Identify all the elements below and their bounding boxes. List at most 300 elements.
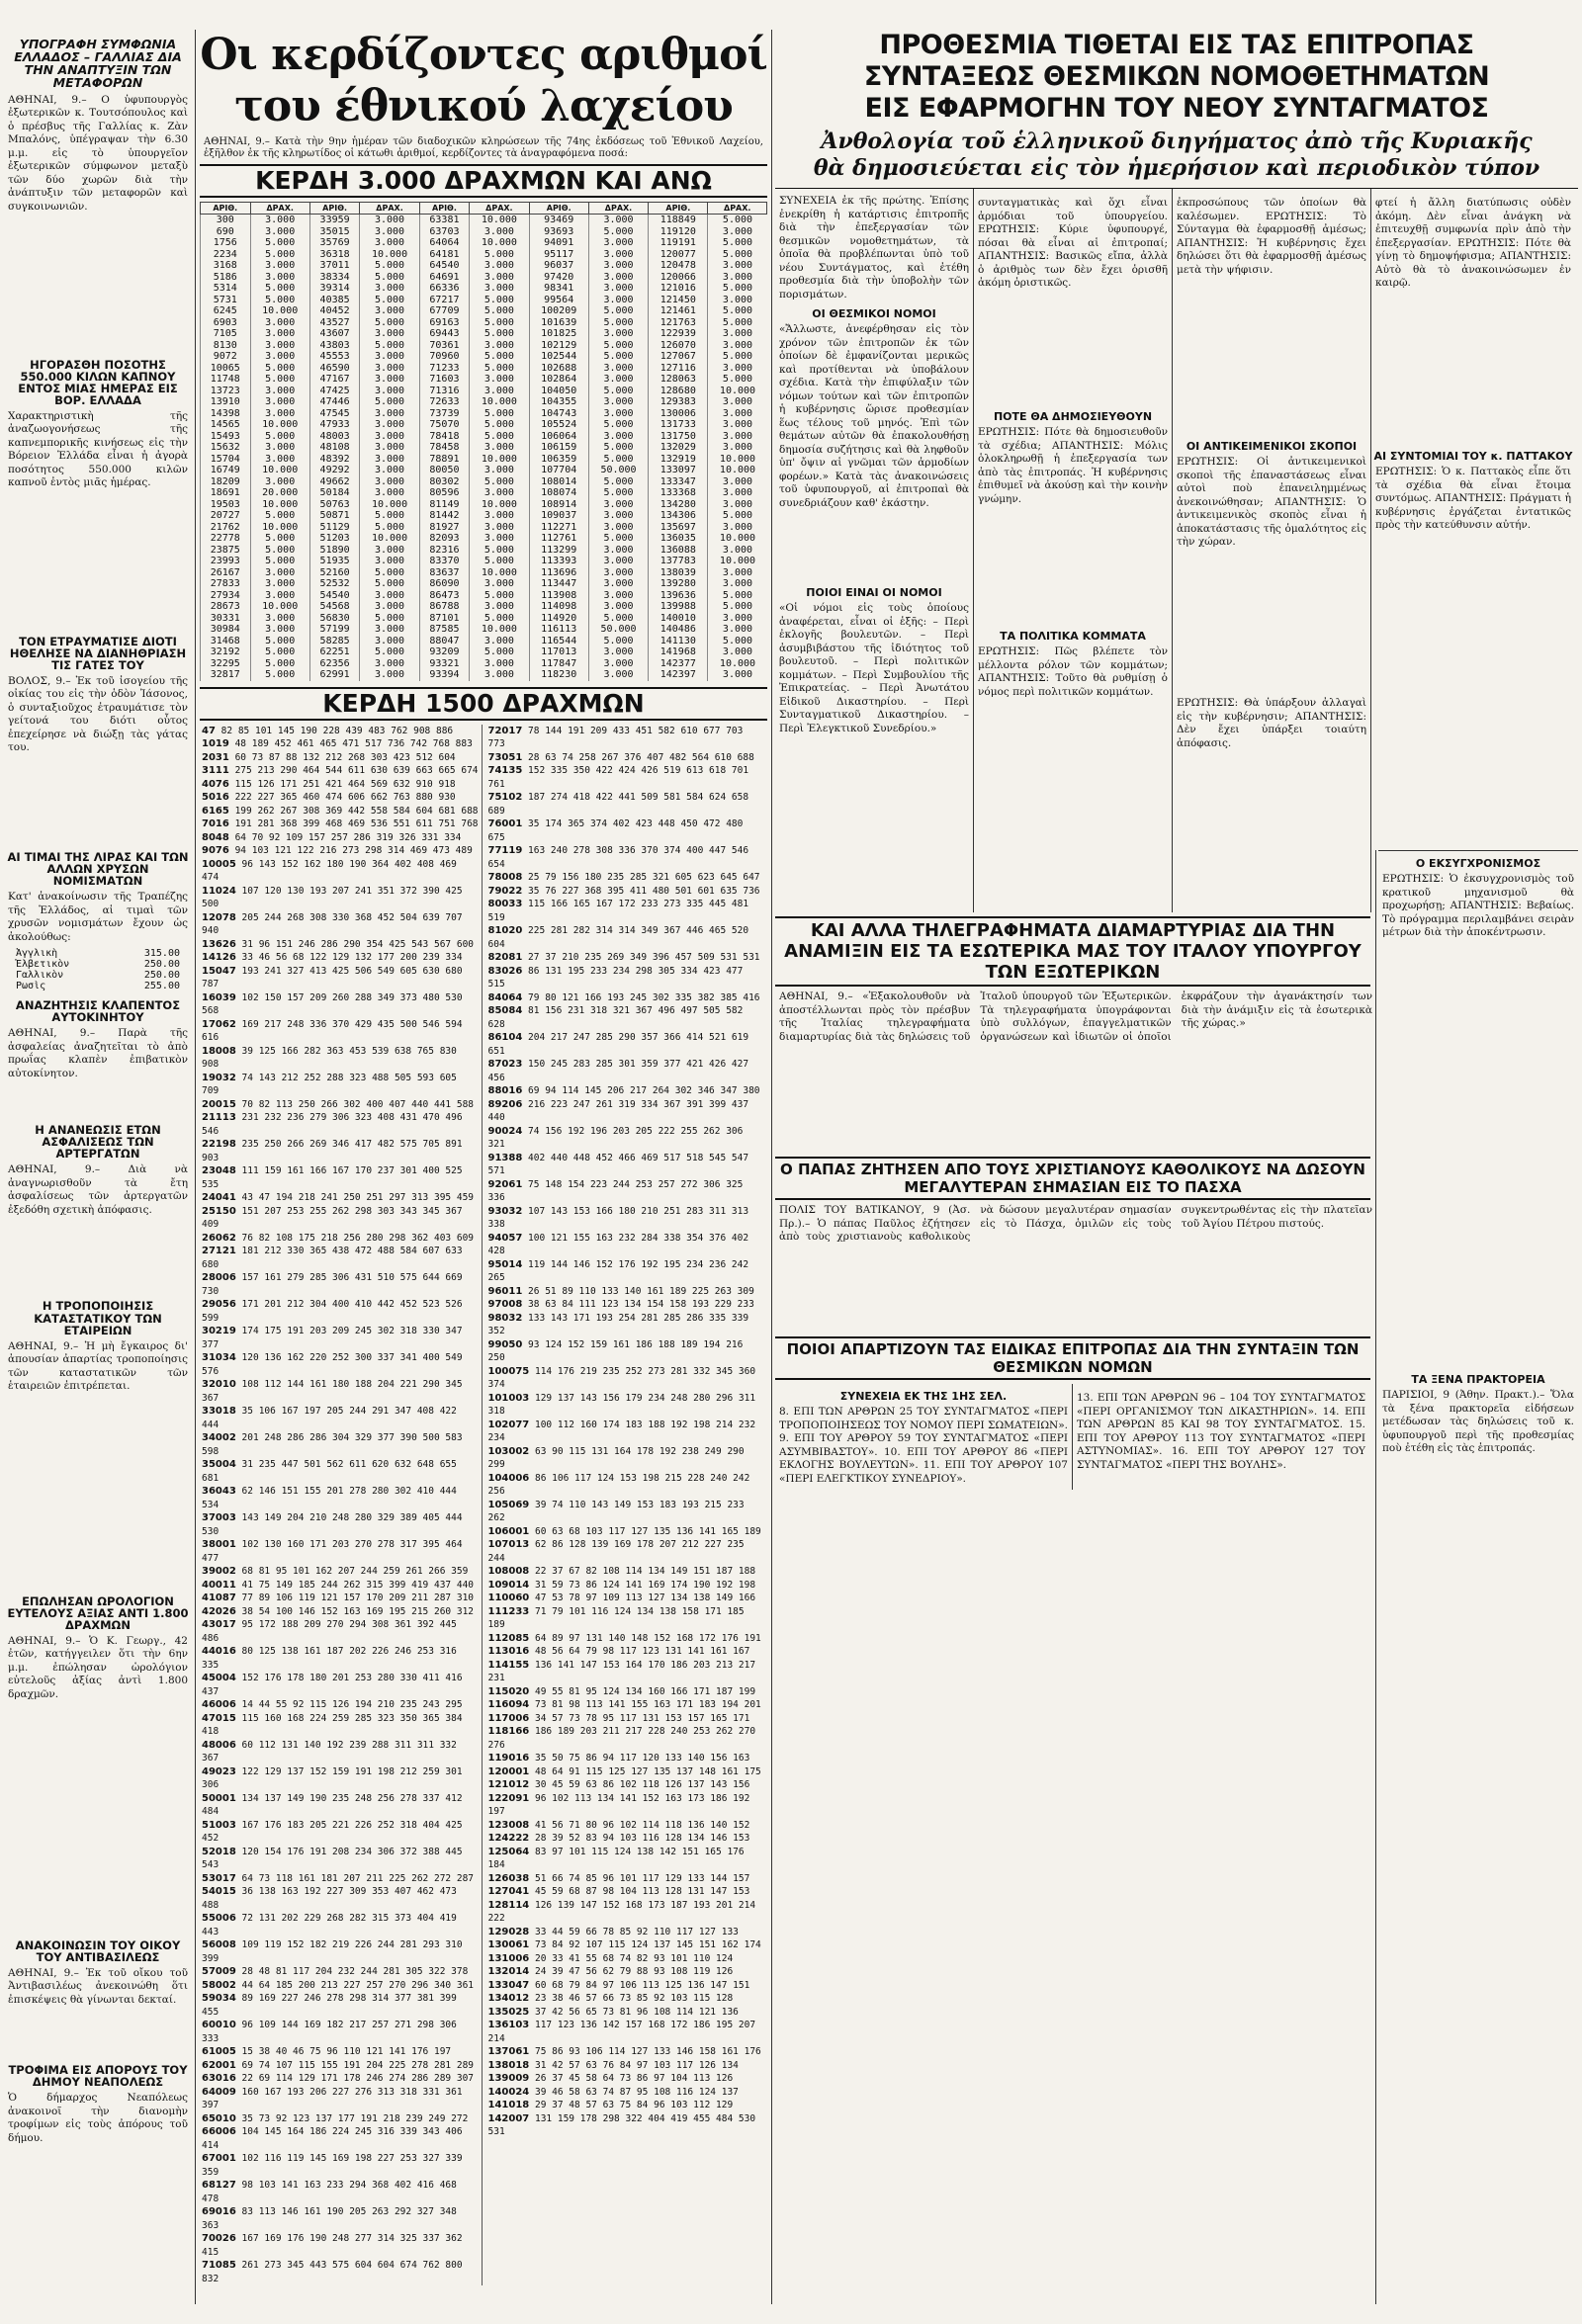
subheadline-line2: θὰ δημοσιεύεται εἰς τὸν ἡμερήσιον καὶ περιοδικὸν τύπον (813, 155, 1540, 181)
prize-amount: 5.000 (470, 363, 529, 375)
winning-endings: 69 94 114 145 206 217 264 302 346 347 380 (528, 1085, 760, 1096)
prize-list-item (202, 1191, 480, 1205)
prize-list-item (488, 1926, 766, 1939)
prize-list-item (202, 1885, 480, 1912)
winning-endings: 120 136 162 220 252 300 337 341 400 549 576 (202, 1352, 463, 1377)
lottery-row (201, 305, 767, 317)
winning-endings: 77 89 106 119 121 157 170 209 211 287 310 (241, 1592, 475, 1603)
ticket-number: 6903 (201, 317, 251, 329)
winning-endings: 93 124 152 159 161 186 188 189 194 216 250 (487, 1338, 744, 1363)
prize-amount: 5.000 (588, 226, 648, 238)
prize-list-item (202, 1458, 480, 1485)
ticket-number: 78458 (419, 442, 470, 454)
series-number: 18008 (202, 1045, 236, 1057)
ticket-number: 81927 (419, 522, 470, 534)
ticket-number: 134280 (649, 499, 708, 511)
prize-list-item (202, 1645, 480, 1672)
series-number: 58002 (202, 1979, 236, 1991)
story-text: ΠΑΡΙΣΙΟΙ, 9 (Ἀθην. Πρακτ.).– Ὅλα τὰ ξένα πρακτορεῖα εἰδήσεων μετέδωσαν τὰς δηλώσεις τοῦ κ. ὑφυπουργοῦ περὶ τῆς προθεσμίας ποὺ ἐτέθη εἰς τὰς ἐπιτροπάς. (1382, 1389, 1578, 1454)
prize-amount: 3.000 (250, 454, 309, 466)
lottery-row (201, 215, 767, 226)
ticket-number: 102864 (529, 374, 588, 386)
ticket-number: 87585 (419, 624, 470, 636)
prize-list-item (488, 1098, 766, 1125)
winning-endings: 114 176 219 235 252 273 281 332 345 360 374 (487, 1365, 756, 1390)
prize-list-item (202, 1538, 480, 1565)
prize-amount: 3.000 (588, 590, 648, 602)
series-number: 127041 (487, 1886, 530, 1897)
ticket-number: 142397 (649, 669, 708, 681)
ticket-number: 80050 (419, 465, 470, 476)
prize-amount: 5.000 (250, 237, 309, 249)
series-number: 87023 (487, 1059, 523, 1070)
series-number: 25150 (202, 1205, 236, 1217)
prize-list-item (488, 885, 766, 899)
prize-amount: 3.000 (360, 601, 419, 613)
prize-amount: 5.000 (708, 601, 767, 613)
story-col-4 (1371, 189, 1575, 912)
winning-endings: 33 44 59 66 78 85 92 110 117 127 133 (534, 1926, 739, 1937)
prize-amount: 3.000 (470, 340, 529, 352)
winning-endings: 83 97 101 115 124 138 142 151 165 176 184 (487, 1846, 745, 1870)
series-number: 116094 (487, 1699, 530, 1710)
series-number: 113016 (487, 1646, 530, 1657)
ticket-number: 67709 (419, 305, 470, 317)
winning-endings: 73 81 98 113 141 155 163 171 183 194 201 (534, 1699, 761, 1710)
ticket-number: 113299 (529, 545, 588, 557)
column-rule (195, 30, 196, 2304)
ticket-number: 113447 (529, 578, 588, 590)
ticket-number: 122939 (649, 328, 708, 340)
ticket-number: 86473 (419, 590, 470, 602)
pope-headline: Ο ΠΑΠΑΣ ΖΗΤΗΣΕΝ ΑΠΟ ΤΟΥΣ ΧΡΙΣΤΙΑΝΟΥΣ ΚΑΘΟΛΙΚΟΥΣ ΝΑ ΔΩΣΟΥΝ ΜΕΓΑΛΥΤΕΡΑΝ ΣΗΜΑΣΙΑΝ ΕΙΣ ΤΟ ΠΑΣΧΑ (775, 1157, 1370, 1200)
subheadline-line1: Ἀνθολογία τοῦ ἑλληνικοῦ διηγήματος ἀπὸ τῆς Κυριακῆς (821, 129, 1533, 154)
winning-endings: 35 174 365 374 402 423 448 450 472 480 675 (487, 818, 744, 843)
prize-list-item (202, 2019, 480, 2045)
prize-amount: 3.000 (708, 522, 767, 534)
story-col-3 (1173, 189, 1370, 912)
winning-endings: 60 112 131 140 192 239 288 311 311 332 367 (202, 1739, 457, 1764)
col-header-number: ΑΡΙΘ. (309, 203, 360, 215)
prize-list-item (488, 1725, 766, 1752)
lottery-row (201, 260, 767, 272)
ticket-number: 133368 (649, 487, 708, 499)
col-header-amount: ΔΡΑΧ. (360, 203, 419, 215)
series-number: 55006 (202, 1913, 236, 1924)
prize-list-item (488, 1698, 766, 1712)
winning-endings: 100 121 155 163 232 284 338 354 376 402 428 (487, 1232, 749, 1256)
winning-endings: 14 44 55 92 115 126 194 210 235 243 295 (241, 1699, 463, 1710)
prize-list-item (488, 2086, 766, 2100)
prize-amount: 5.000 (470, 419, 529, 431)
winning-endings: 27 37 210 235 269 349 396 457 509 531 531 (528, 952, 760, 963)
series-number: 121012 (487, 1779, 530, 1790)
prize-list-item (202, 1992, 480, 2019)
prize-amount: 5.000 (360, 317, 419, 329)
series-number: 30219 (202, 1326, 236, 1336)
winning-endings: 107 120 130 193 207 241 351 372 390 425 500 (202, 885, 463, 909)
ticket-number: 51203 (309, 533, 360, 545)
prize-amount: 3.000 (360, 237, 419, 249)
winning-endings: 15 38 40 46 75 96 110 121 141 176 197 (241, 2046, 452, 2057)
ticket-number: 20727 (201, 510, 251, 522)
prize-amount: 3.000 (360, 374, 419, 386)
prize-amount: 3.000 (708, 567, 767, 579)
committees-col-2 (1073, 1384, 1369, 1490)
prize-amount: 3.000 (470, 658, 529, 670)
prize-list-item (202, 2179, 480, 2205)
prize-list-item (488, 1632, 766, 1646)
prize-list-item (202, 1325, 480, 1351)
series-number: 132014 (487, 1966, 530, 1977)
winning-endings: 44 64 185 200 213 227 257 270 296 340 361 (241, 1979, 475, 1991)
prize-amount: 3.000 (708, 295, 767, 306)
ticket-number: 81149 (419, 499, 470, 511)
prize-amount: 5.000 (360, 340, 419, 352)
winning-endings: 157 161 279 285 306 431 510 575 644 669 730 (202, 1272, 463, 1297)
headline-tobacco: ΗΓΟΡΑΣΘΗ ΠΟΣΟΤΗΣ 550.000 ΚΙΛΩΝ ΚΑΠΝΟΥ ΕΝΤΟΣ ΜΙΑΣ ΗΜΕΡΑΣ ΕΙΣ ΒΟΡ. ΕΛΛΑΔΑ (18, 357, 178, 407)
series-number: 3111 (202, 765, 229, 776)
series-number: 94057 (487, 1232, 523, 1244)
prize-list-item (202, 1698, 480, 1712)
prize-list-item (202, 1351, 480, 1378)
winning-endings: 39 125 166 282 363 453 539 638 765 830 908 (202, 1045, 457, 1070)
prize-list-item (488, 725, 766, 751)
ticket-number: 73739 (419, 408, 470, 420)
lottery-row (201, 340, 767, 352)
prize-list-item (202, 1792, 480, 1819)
prize-amount: 5.000 (588, 442, 648, 454)
series-number: 90024 (487, 1125, 523, 1137)
winning-endings: 134 137 149 190 235 248 256 278 337 412 484 (202, 1792, 463, 1817)
prize-amount: 3.000 (708, 340, 767, 352)
prize-amount: 3.000 (360, 556, 419, 567)
coin-price: 250.00 (143, 970, 180, 982)
col-header-number: ΑΡΙΘ. (529, 203, 588, 215)
series-number: 48006 (202, 1739, 236, 1751)
prize-list-left (202, 725, 480, 2286)
ticket-number: 69163 (419, 317, 470, 329)
prize-list-item (488, 991, 766, 1005)
prize-list-item (488, 1084, 766, 1098)
ticket-number: 104355 (529, 396, 588, 408)
ticket-number: 27934 (201, 590, 251, 602)
ticket-number: 30331 (201, 613, 251, 625)
prize-list-item (202, 1605, 480, 1619)
section-heading: ΣΥΝΕΧΕΙΑ ΕΚ ΤΗΣ 1ΗΣ ΣΕΛ. (839, 1390, 1008, 1403)
headline-watch: ΕΠΩΛΗΣΑΝ ΩΡΟΛΟΓΙΟΝ ΕΥΤΕΛΟΥΣ ΑΞΙΑΣ ΑΝΤΙ 1.800 ΔΡΑΧΜΩΝ (7, 1593, 189, 1632)
ticket-number: 5186 (201, 272, 251, 284)
coin-name: Γαλλικὸν (16, 970, 64, 982)
prize-amount: 3.000 (708, 545, 767, 557)
ticket-number: 116113 (529, 624, 588, 636)
winning-endings: 68 81 95 101 162 207 244 259 261 266 359 (241, 1566, 469, 1577)
prize-amount: 3.000 (470, 283, 529, 295)
ticket-number: 22778 (201, 533, 251, 545)
ticket-number: 1756 (201, 237, 251, 249)
ticket-number: 121450 (649, 295, 708, 306)
prize-list-item (488, 1819, 766, 1833)
column-rule (771, 30, 772, 2304)
winning-endings: 225 281 282 314 314 349 367 446 465 520 604 (487, 925, 749, 950)
series-number: 122091 (487, 1792, 530, 1804)
ticket-number: 119120 (649, 226, 708, 238)
prize-amount: 3.000 (470, 669, 529, 681)
winning-endings: 216 223 247 261 319 334 367 391 399 437 440 (487, 1098, 749, 1123)
winning-endings: 104 145 164 186 224 245 316 339 343 406 414 (202, 2126, 463, 2151)
series-number: 13626 (202, 938, 236, 950)
winning-endings: 63 90 115 131 164 178 192 238 249 290 299 (487, 1445, 745, 1470)
series-number: 110060 (487, 1592, 530, 1603)
ticket-number: 58285 (309, 636, 360, 647)
prize-amount: 10.000 (470, 215, 529, 226)
lottery-row (201, 636, 767, 647)
series-number: 56008 (202, 1939, 236, 1950)
winning-endings: 74 143 212 252 288 323 488 505 593 605 709 (202, 1072, 457, 1096)
prize-amount: 10.000 (250, 522, 309, 534)
ticket-number: 127067 (649, 351, 708, 363)
winning-endings: 102 116 119 145 169 198 227 253 327 339 359 (202, 2153, 463, 2178)
prize-amount: 5.000 (708, 510, 767, 522)
prize-amount: 5.000 (250, 636, 309, 647)
ticket-number: 2234 (201, 249, 251, 261)
section-heading: ΟΙ ΑΝΤΙΚΕΙΜΕΝΙΚΟΙ ΣΚΟΠΟΙ (1186, 440, 1358, 453)
prize-list-item (202, 885, 480, 911)
prize-list-item (488, 844, 766, 871)
prize-amount: 3.000 (360, 465, 419, 476)
lottery-row (201, 487, 767, 499)
prize-amount: 3.000 (250, 442, 309, 454)
series-number: 83026 (487, 965, 523, 977)
prize-amount: 5.000 (708, 590, 767, 602)
ticket-number: 120066 (649, 272, 708, 284)
ticket-number: 106359 (529, 454, 588, 466)
series-number: 102077 (487, 1419, 530, 1430)
prize-list-item (202, 725, 480, 738)
ticket-number: 93693 (529, 226, 588, 238)
prize-amount: 10.000 (360, 499, 419, 511)
ticket-number: 140486 (649, 624, 708, 636)
ticket-number: 18209 (201, 476, 251, 488)
ticket-number: 98341 (529, 283, 588, 295)
series-number: 88016 (487, 1085, 523, 1096)
series-number: 139009 (487, 2073, 530, 2084)
prize-amount: 5.000 (588, 317, 648, 329)
lottery-row (201, 226, 767, 238)
ticket-number: 5731 (201, 295, 251, 306)
series-number: 129028 (487, 1926, 530, 1937)
series-number: 67001 (202, 2153, 236, 2164)
prize-amount: 3.000 (360, 386, 419, 397)
prize-list-item (202, 791, 480, 805)
gold-row (16, 981, 180, 991)
ticket-number: 102544 (529, 351, 588, 363)
series-number: 120001 (487, 1765, 530, 1777)
series-number: 62001 (202, 2059, 236, 2071)
story-columns (775, 189, 1578, 912)
committees-col-1 (775, 1384, 1072, 1490)
col-header-number: ΑΡΙΘ. (419, 203, 470, 215)
prize-amount: 5.000 (470, 613, 529, 625)
prize-amount: 3.000 (708, 260, 767, 272)
lottery-row (201, 408, 767, 420)
series-number: 26062 (202, 1232, 236, 1244)
prize-amount: 3.000 (588, 260, 648, 272)
series-number: 17062 (202, 1018, 236, 1030)
lottery-table-body (201, 215, 767, 681)
series-number: 80033 (487, 899, 523, 909)
ticket-number: 96037 (529, 260, 588, 272)
lottery-row (201, 431, 767, 443)
winning-endings: 235 250 266 269 346 417 482 575 705 891 903 (202, 1139, 463, 1163)
series-number: 69016 (202, 2206, 236, 2217)
series-number: 92061 (487, 1178, 523, 1190)
prize-amount: 3.000 (250, 215, 309, 226)
prize-amount: 5.000 (470, 556, 529, 567)
prize-list-item (488, 2045, 766, 2059)
prize-amount: 3.000 (250, 340, 309, 352)
prize-amount: 3.000 (588, 363, 648, 375)
ticket-number: 15704 (201, 454, 251, 466)
prize-list-item (202, 1979, 480, 1993)
prize-list-item (488, 1832, 766, 1846)
series-number: 103002 (487, 1445, 530, 1457)
prize-list-item (488, 1965, 766, 1979)
winning-endings: 35 106 167 197 205 244 291 347 408 422 444 (202, 1406, 457, 1430)
series-number: 108008 (487, 1566, 530, 1577)
prize-amount: 3.000 (588, 545, 648, 557)
ticket-number: 108014 (529, 476, 588, 488)
story-text: 8. ΕΠΙ ΤΩΝ ΑΡΘΡΩΝ 25 ΤΟΥ ΣΥΝΤΑΓΜΑΤΟΣ «ΠΕΡΙ ΤΡΟΠΟΠΟΙΗΣΕΩΣ ΤΟΥ ΝΟΜΟΥ ΠΕΡΙ ΣΩΜΑΤΕΙΩΝ». 9. ΕΠΙ ΤΟΥ ΑΡΘΡΟΥ 59 ΤΟΥ ΣΥΝΤΑΓΜΑΤΟΣ «ΠΕΡΙ ΑΣΥΜΒΙΒΑΣΤΟΥ». 10. ΕΠΙ ΤΟΥ ΑΡΘΡΟΥ 86 «ΠΕΡΙ ΕΚΛΟΓΗΣ ΒΟΥΛΕΥΤΩΝ». 11. ΕΠΙ ΤΟΥ ΑΡΘΡΟΥ 107 «ΠΕΡΙ ΕΛΕΓΚΤΙΚΟΥ ΣΥΝΕΔΡΙΟΥ». (779, 1406, 1072, 1485)
ticket-number: 8130 (201, 340, 251, 352)
prize-amount: 5.000 (250, 295, 309, 306)
prize-amount: 3.000 (708, 624, 767, 636)
lottery-row (201, 419, 767, 431)
prize-list-item (488, 1312, 766, 1338)
prize-amount: 3.000 (360, 283, 419, 295)
prize-list-item (488, 951, 766, 965)
winning-endings: 204 217 247 285 290 357 366 414 521 619 651 (487, 1032, 749, 1057)
prize-list-item (202, 1045, 480, 1072)
winning-endings: 122 129 137 152 159 191 198 212 259 301 306 (202, 1765, 463, 1790)
prize-amount: 3.000 (470, 272, 529, 284)
winning-endings: 41 75 149 185 244 262 315 399 419 437 440 (241, 1579, 475, 1591)
prize-list-item (488, 1992, 766, 2006)
lottery-banner: Οι κερδίζοντες αριθμοί του έθνικού λαχείου (200, 30, 767, 131)
series-number: 81020 (487, 925, 523, 936)
prize-amount: 5.000 (708, 249, 767, 261)
winning-endings: 30 45 59 63 86 102 118 126 137 143 156 (534, 1779, 750, 1790)
ticket-number: 78891 (419, 454, 470, 466)
prize-amount: 3.000 (588, 522, 648, 534)
prize-list-item (202, 737, 480, 751)
series-number: 93032 (487, 1205, 523, 1217)
ticket-number: 13723 (201, 386, 251, 397)
prize-amount: 50.000 (588, 624, 648, 636)
winning-endings: 36 138 163 192 227 309 353 407 462 473 488 (202, 1886, 457, 1911)
ticket-number: 63381 (419, 215, 470, 226)
prize-amount: 3.000 (250, 226, 309, 238)
prize-list-item (202, 1298, 480, 1325)
prize-list-item (488, 1419, 766, 1445)
prize-amount: 10.000 (708, 386, 767, 397)
winning-endings: 82 85 101 145 190 228 439 483 762 908 886 (220, 725, 454, 736)
ticket-number: 139280 (649, 578, 708, 590)
ticket-number: 43607 (309, 328, 360, 340)
ticket-number: 113393 (529, 556, 588, 567)
ticket-number: 54540 (309, 590, 360, 602)
series-number: 117006 (487, 1712, 530, 1724)
winning-endings: 126 139 147 152 168 173 187 193 201 214 222 (487, 1899, 756, 1924)
prize-amount: 3.000 (360, 408, 419, 420)
section-heading: ΤΑ ΠΟΛΙΤΙΚΑ ΚΟΜΜΑΤΑ (1000, 630, 1146, 643)
series-number: 95014 (487, 1258, 523, 1270)
story-text: συνταγματικὰς καὶ ὅχι εἶναι ἀρμόδιαι τοῦ ὑπουργείου. ΕΡΩΤΗΣΙΣ: Κύριε ὑφυπουργέ, πόσαι θὰ εἶναι αἱ ἐπιτροπαί; ΑΠΑΝΤΗΣΙΣ: Βασικῶς εἴπα, ἀλλὰ ὁ ἀριθμὸς των δὲν ἔχει ὁρισθῆ ἀκόμη ὁριστικῶς. (978, 197, 1172, 289)
prize-list-item (202, 1592, 480, 1605)
winning-endings: 89 169 227 246 278 298 314 377 381 399 455 (202, 1993, 457, 2018)
series-number: 115020 (487, 1685, 530, 1697)
prize-amount: 10.000 (708, 556, 767, 567)
prize-amount: 3.000 (360, 442, 419, 454)
prize-amount: 5.000 (470, 295, 529, 306)
prize-list-item (488, 965, 766, 991)
prize-amount: 3.000 (470, 226, 529, 238)
prize-amount: 3.000 (360, 658, 419, 670)
prize-amount: 3.000 (588, 374, 648, 386)
ticket-number: 142377 (649, 658, 708, 670)
coin-name: Ἑλβετικὸν (16, 959, 70, 971)
ticket-number: 104743 (529, 408, 588, 420)
winning-endings: 181 212 330 365 438 472 488 584 607 633 680 (202, 1246, 463, 1270)
winning-endings: 98 103 141 163 233 294 368 402 416 468 478 (202, 2180, 457, 2204)
ticket-number: 46590 (309, 363, 360, 375)
prize-amount: 10.000 (250, 499, 309, 511)
prize-amount: 3.000 (708, 578, 767, 590)
prize-amount: 5.000 (250, 431, 309, 443)
winning-endings: 35 73 92 123 137 177 191 218 239 249 272 (241, 2112, 469, 2124)
series-number: 106001 (487, 1525, 530, 1537)
lottery-row (201, 476, 767, 488)
ticket-number: 83637 (419, 567, 470, 579)
article-text: Χαρακτηριστικὴ τῆς ἀναζωογονήσεως τῆς καπνεμπορικῆς κινήσεως εἰς τὴν Βόρειον Ἑλλάδα εἶναι ἡ ἀγορὰ ποσότητος 550.000 κιλῶν καπνοῦ ἐντὸς μιᾶς ἡμέρας. (8, 409, 192, 489)
lottery-row (201, 454, 767, 466)
series-number: 1019 (202, 738, 229, 749)
left-column (4, 30, 192, 2304)
ticket-number: 43527 (309, 317, 360, 329)
prize-amount: 3.000 (708, 431, 767, 443)
winning-endings: 35 50 75 86 94 117 120 133 140 156 163 (534, 1753, 750, 1764)
series-number: 123008 (487, 1819, 530, 1831)
series-number: 41087 (202, 1592, 236, 1603)
series-number: 99050 (487, 1338, 523, 1350)
prize-amount: 3.000 (588, 601, 648, 613)
prize-list-right (488, 725, 766, 2286)
winning-endings: 108 112 144 161 180 188 204 221 290 345 367 (202, 1379, 463, 1404)
ticket-number: 97420 (529, 272, 588, 284)
series-number: 12078 (202, 911, 236, 923)
prize-amount: 5.000 (250, 510, 309, 522)
winning-endings: 152 335 350 422 424 426 519 613 618 701 761 (487, 765, 749, 790)
prize-list-item (488, 1232, 766, 1258)
series-number: 63016 (202, 2073, 236, 2084)
series-number: 126038 (487, 1872, 530, 1884)
series-number: 104006 (487, 1472, 530, 1484)
prize-list-item (488, 1152, 766, 1178)
prize-list-item (488, 2059, 766, 2073)
winning-endings: 201 248 286 286 304 329 377 390 500 583 598 (202, 1432, 463, 1457)
ticket-number: 72633 (419, 396, 470, 408)
story-text: ΕΡΩΤΗΣΙΣ: Ὁ ἐκσυγχρονισμὸς τοῦ κρατικοῦ μηχανισμοῦ θὰ προχωρήσῃ; ΑΠΑΝΤΗΣΙΣ: Βεβαίως. Τὸ πρόγραμμα περιλαμβάνει σειρὰν μέτρων διὰ τὴν ἀποκέντρωσιν. (1382, 873, 1578, 938)
